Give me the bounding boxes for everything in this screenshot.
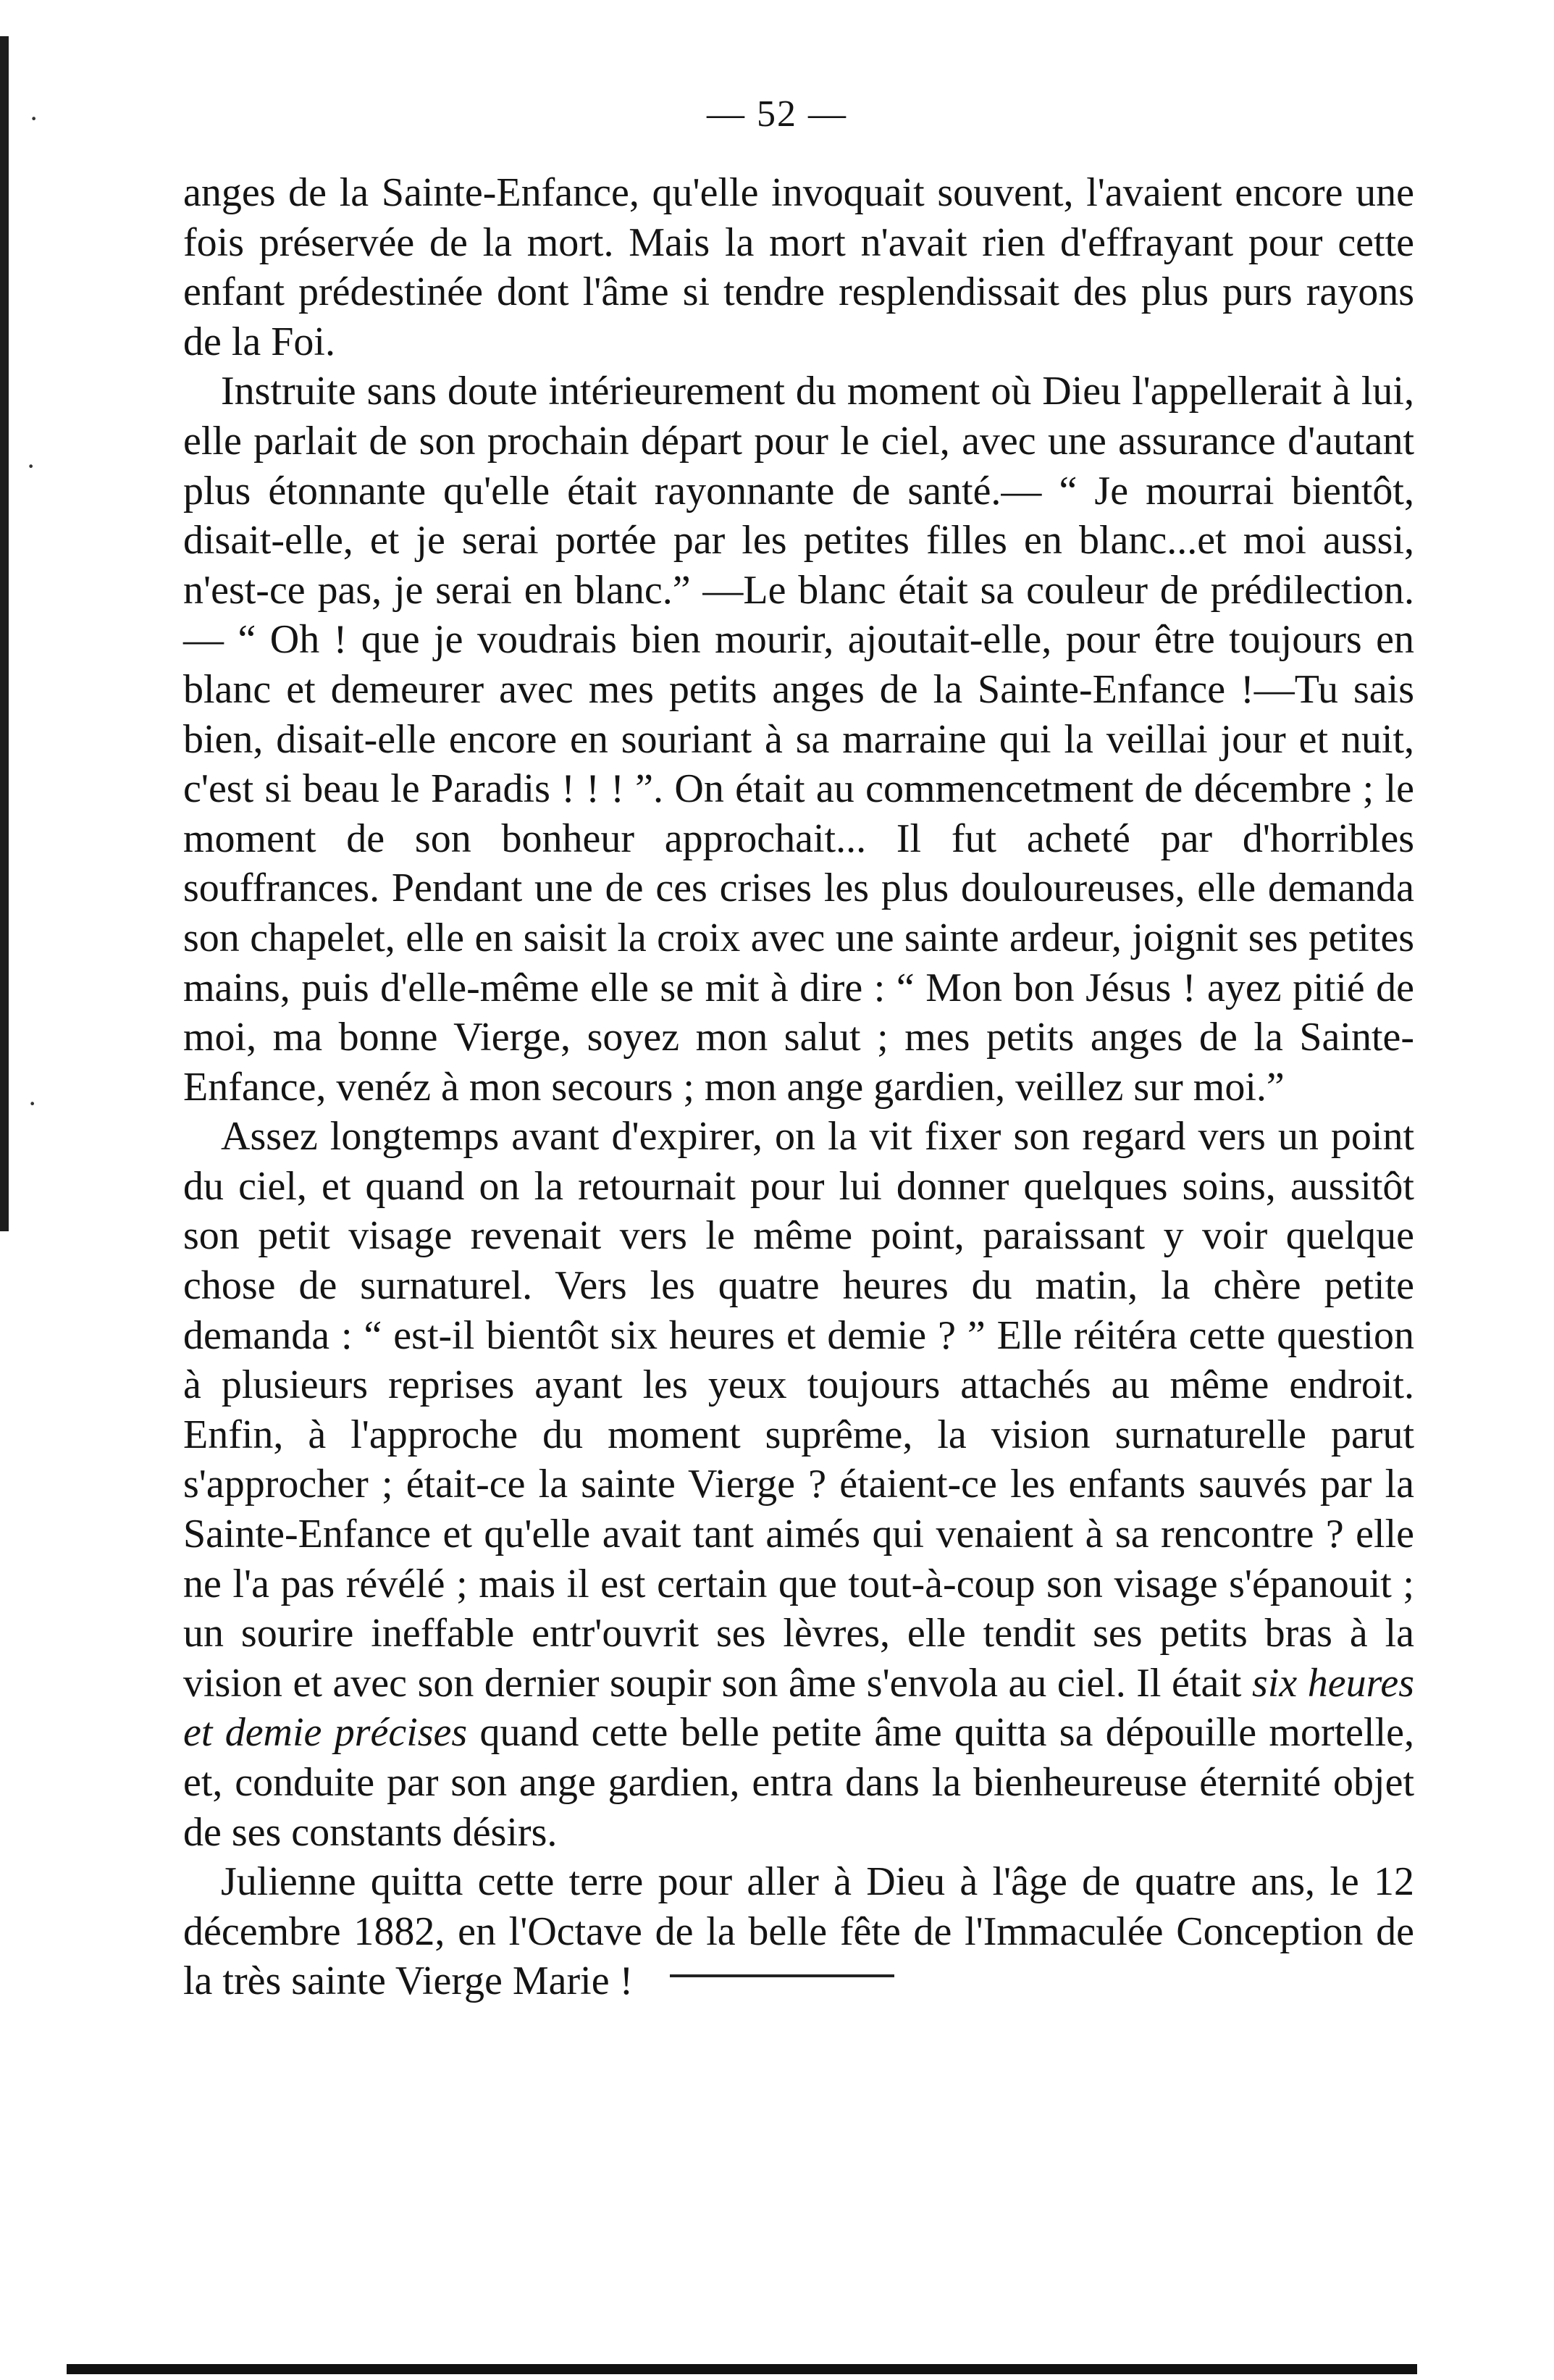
- body-text: [183, 168, 1414, 2006]
- paragraph: Instruite sans doute intérieurement du moment où Dieu l'appellerait à lui, elle parlait de son prochain départ pour le ciel, avec une assurance d'autant plus étonnante qu'elle était rayonnante de santé.— “ Je mourrai bientôt, disait-elle, et je serai portée par les petites filles en blanc...et moi aussi, n'est-ce pas, je serai en blanc.” —Le blanc était sa couleur de prédilection.— “ Oh ! que je voudrais bien mourir, ajoutait-elle, pour être toujours en blanc et demeurer avec mes petits anges de la Sainte-Enfance !—Tu sais bien, disait-elle encore en souriant à sa marraine qui la veillai jour et nuit, c'est si beau le Paradis ! ! ! ”. On était au commencetment de décembre ; le moment de son bonheur approchait... Il fut acheté par d'horribles souffrances. Pendant une de ces crises les plus douloureuses, elle demanda son chapelet, elle en saisit la croix avec une sainte ardeur, joignit ses petites mains, puis d'elle-même elle se mit à dire : “ Mon bon Jésus ! ayez pitié de moi, ma bonne Vierge, soyez mon salut ; mes petits anges de la Sainte-Enfance, venéz à mon secours ; mon ange gardien, veillez sur moi.”: [183, 369, 1414, 1110]
- margin-speck: ·: [26, 450, 36, 482]
- margin-speck: ·: [29, 102, 39, 135]
- paragraph: Julienne quitta cette terre pour aller à Dieu à l'âge de quatre ans, le 12 décembre 1882, en l'Octave de la belle fête de l'Immaculée Conception de la très sainte Vierge Marie !: [183, 1859, 1414, 2004]
- section-rule: [670, 1974, 894, 1977]
- italic-emphasis: six heures et demie précises: [183, 1660, 1414, 1756]
- page-number: — 52 —: [707, 93, 847, 135]
- paragraph-text: Assez longtemps avant d'expirer, on la vit fixer son regard vers un point du ciel, et quand on la retournait pour lui donner quelques soins, aussitôt son petit visage revenait vers le même point, paraissant y voir quelque chose de surnaturel. Vers les quatre heures du matin, la chère petite demanda : “ est-il bientôt six heures et demie ? ” Elle réitéra cette question à plusieurs reprises ayant les yeux toujours attachés au même endroit. Enfin, à l'approche du moment suprême, la vision surnaturelle parut s'approcher ; était-ce la sainte Vierge ? étaient-ce les enfants sauvés par la Sainte-Enfance et qu'elle avait tant aimés qui venaient à sa rencontre ? elle ne l'a pas révélé ; mais il est certain que tout-à-coup son visage s'épanouit ; un sourire ineffable entr'ouvrit ses lèvres, elle tendit ses petits bras à la vision et avec son dernier soupir son âme s'envola au ciel. Il était: [183, 1114, 1414, 1706]
- paragraph-continued: anges de la Sainte-Enfance, qu'elle invoquait souvent, l'avaient encore une fois préservée de la mort. Mais la mort n'avait rien d'effrayant pour cette enfant prédestinée dont l'âme si tendre resplendissait des plus purs rayons de la Foi.: [183, 170, 1414, 364]
- paragraph-text: quand cette belle petite âme quitta sa dépouille mortelle, et, conduite par son ange gardien, entra dans la bienheureuse éternité objet de ses constants désirs.: [183, 1710, 1415, 1855]
- margin-speck: ·: [28, 1087, 38, 1120]
- page-edge-shadow: [0, 36, 9, 1231]
- paragraph: [183, 1112, 1414, 1857]
- bottom-border-bar: [67, 2364, 1417, 2374]
